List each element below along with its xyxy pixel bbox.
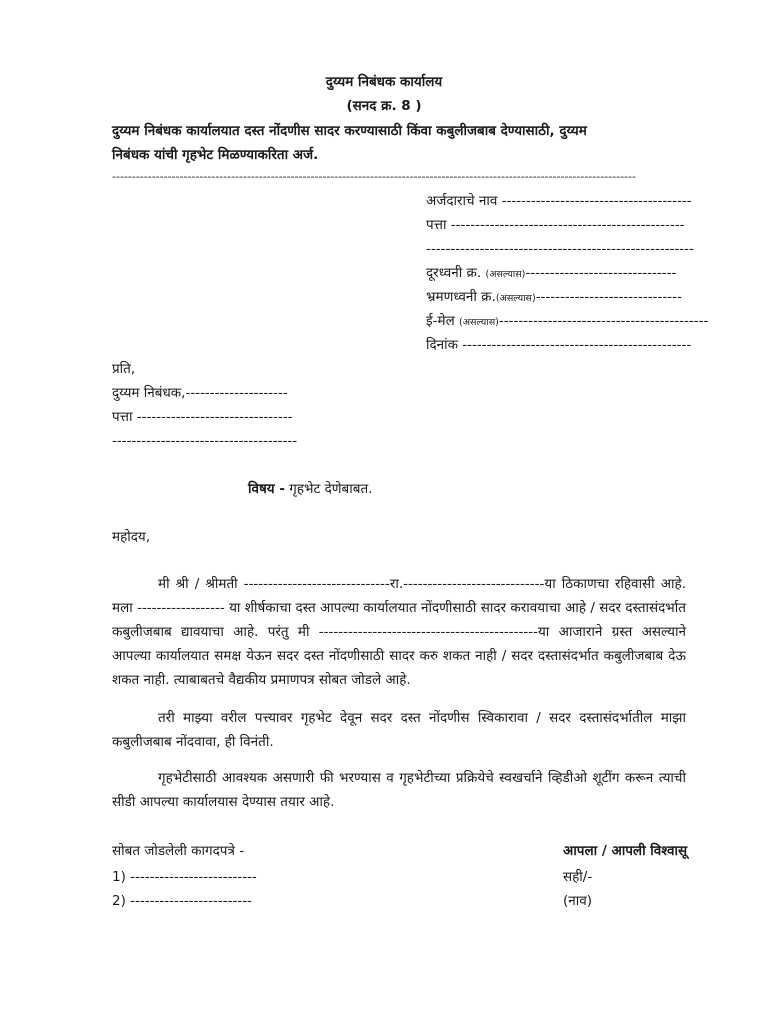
applicant-email-field (426, 312, 708, 332)
email-optional-note: (असल्यास) (459, 317, 499, 328)
recipient-officer: दुय्यम निबंधक,--------------------- (112, 385, 288, 401)
signature-label: सही/- (563, 869, 593, 885)
body-paragraph-3: गृहभेटीसाठी आवश्यक असणारी फी भरण्यास व गृहभेटीच्या प्रक्रियेचे स्वखर्चाने व्हिडीओ शूटींग करून त्याची सीडी आपल्या कार्यालयास देण्यास तयार आहे. (112, 770, 686, 810)
attachment-item-1: 1) -------------------------- (112, 869, 257, 885)
applicant-mobile-field (426, 288, 682, 308)
email-label: ई-मेल (426, 313, 455, 329)
form-subject-line-1: दुय्यम निबंधक कार्यालयात दस्त नोंदणीस सादर करण्यासाठी किंवा कबुलीजबाब देण्यासाठी, दुय्यम (112, 123, 587, 139)
applicant-address-field: पत्ता ------------------------------------------------ (426, 217, 685, 233)
attachments-label: सोबत जोडलेली कागदपत्रे - (112, 843, 245, 859)
body-paragraph-2: तरी माझ्या वरील पत्त्यावर गृहभेट देवून सदर दस्त नोंदणीस स्विकारावा / सदर दस्तासंदर्भातील माझा कबुलीजबाब नोंदवावा, ही विनंती. (112, 710, 686, 750)
mobile-label: भ्रमणध्वनी क्र. (426, 289, 496, 305)
subject-label: विषय - (248, 481, 285, 497)
recipient-address-line2: -------------------------------------- (112, 433, 298, 449)
date-field: दिनांक ----------------------------------------------- (426, 337, 692, 353)
prati-label: प्रति, (112, 361, 136, 377)
body-paragraph-1: मी श्री / श्रीमती ------------------------------रा.-----------------------------या ठिकाणचा रहिवासी आहे. मला ------------------ या शीर्षकाचा दस्त आपल्या कार्यालयात नोंदणीसाठी सादर करावयाचा आहे / सदर दस्तासंदर्भात कबुलीजबाब द्यावयाचा आहे. परंतु मी ---------------------------------------------या आजाराने ग्रस्त असल्याने आपल्या कार्यालयात समक्ष येऊन सदर दस्त नोंदणीसाठी सादर करु शकत नाही / सदर दस्तासंदर्भात कबुलीजबाब देऊ शकत नाही. त्याबाबतचे वैद्यकीय प्रमाणपत्र सोबत जोडले आहे. (112, 576, 686, 688)
applicant-phone-field (426, 264, 676, 284)
attachment-item-2: 2) ------------------------- (112, 893, 252, 909)
closing-phrase: आपला / आपली विश्वासू (563, 843, 688, 859)
header-divider: ------------------------------------------------------------------------------------------------------------------------------------ (112, 170, 636, 183)
sanad-number: (सनद क्र. 8 ) (346, 98, 422, 114)
applicant-name-field: अर्जदाराचे नाव --------------------------------------- (426, 193, 692, 209)
email-blank: ------------------------------------------- (498, 313, 709, 329)
phone-label: दूरध्वनी क्र. (426, 265, 482, 281)
mobile-optional-note: (असल्यास) (495, 293, 536, 304)
applicant-address-line2: ------------------------------------------------------- (426, 241, 694, 257)
letter-subject (248, 480, 372, 498)
subject-text: गृहभेट देणेबाबत. (289, 481, 373, 497)
phone-blank: ------------------------------- (525, 265, 677, 281)
office-title: दुय्यम निबंधक कार्यालय (325, 74, 443, 90)
salutation: महोदय, (112, 529, 151, 545)
form-subject-line-2: निबंधक यांची गृहभेट मिळण्याकरिता अर्ज. (112, 147, 319, 163)
recipient-address: पत्ता -------------------------------- (112, 409, 293, 425)
mobile-blank: ------------------------------ (535, 289, 682, 305)
signatory-name-label: (नाव) (563, 893, 593, 909)
phone-optional-note: (असल्यास) (485, 269, 526, 280)
